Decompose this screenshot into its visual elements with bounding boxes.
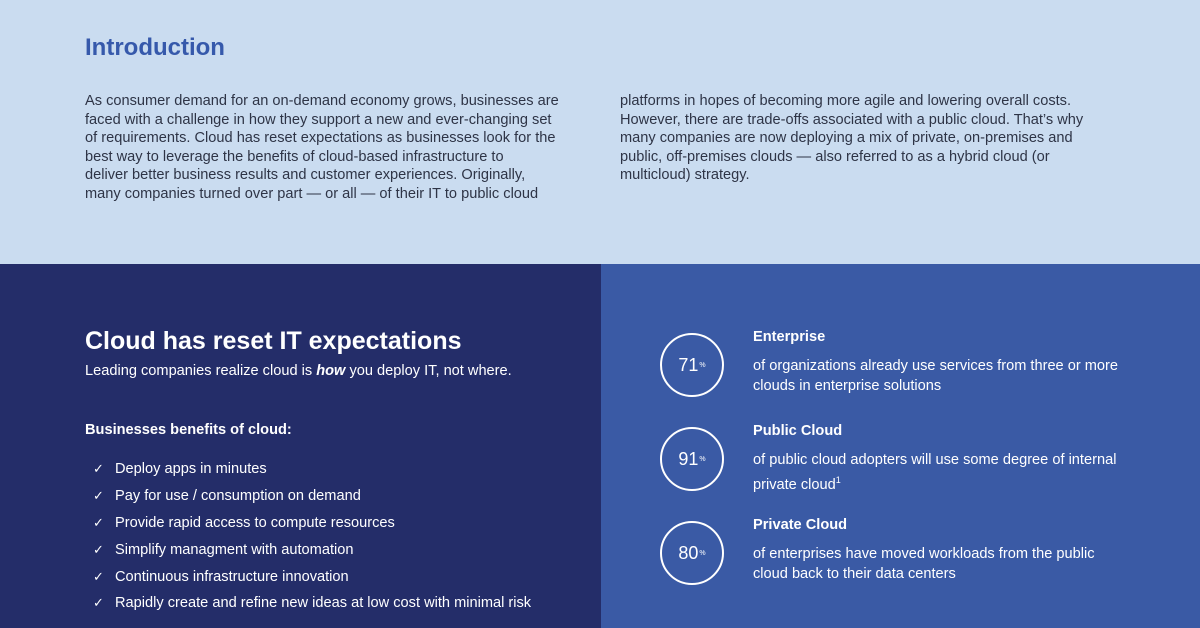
intro-column-right — [620, 92, 1120, 185]
benefit-item — [93, 563, 531, 590]
intro-line: deliver better business results and customer experiences. Originally, — [85, 167, 526, 184]
stat-description-text: of enterprises have moved workloads from the public cloud back to their data centers — [753, 546, 1095, 582]
panel-title: Cloud has reset IT expectations — [85, 327, 462, 355]
stat-title: Public Cloud — [753, 423, 843, 439]
benefit-item — [93, 510, 531, 537]
intro-line: However, there are trade-offs associated with a public cloud. That’s why — [620, 111, 1084, 128]
benefit-label: Provide rapid access to compute resources — [115, 514, 395, 531]
stat-circle — [660, 427, 724, 491]
stat-title: Enterprise — [753, 329, 826, 345]
intro-column-left — [85, 92, 585, 204]
benefit-item — [93, 456, 531, 483]
intro-line: multicloud) strategy. — [620, 167, 750, 184]
stat-value: 80 — [678, 542, 699, 563]
intro-line: best way to leverage the benefits of cloud-based infrastructure to — [85, 148, 504, 165]
panel-subtitle — [85, 363, 512, 379]
intro-line: public, off-premises clouds — also referred to as a hybrid cloud (or — [620, 148, 1050, 165]
checkmark-icon: ✓ — [93, 595, 104, 611]
stat-description-text: of public cloud adopters will use some degree of internal private cloud — [753, 452, 1117, 493]
percent-sign: % — [699, 549, 706, 557]
stat-circle — [660, 521, 724, 585]
stat-description — [753, 357, 1133, 396]
introduction-section — [0, 0, 1200, 264]
subtitle-text: you deploy IT, not where. — [345, 363, 512, 379]
benefit-label: Pay for use / consumption on demand — [115, 488, 361, 505]
checkmark-icon: ✓ — [93, 541, 104, 557]
benefit-item — [93, 536, 531, 563]
intro-line: faced with a challenge in how they support a new and ever-changing set — [85, 111, 552, 128]
stat-title: Private Cloud — [753, 517, 848, 533]
cloud-stats-panel — [601, 264, 1200, 628]
stat-circle — [660, 333, 724, 397]
benefit-label: Deploy apps in minutes — [115, 461, 267, 478]
benefit-item — [93, 483, 531, 510]
percent-sign: % — [699, 361, 706, 369]
benefits-list — [93, 456, 531, 617]
footnote-marker: 1 — [835, 474, 841, 485]
introduction-title: Introduction — [85, 34, 225, 61]
checkmark-icon: ✓ — [93, 461, 104, 477]
stat-private-cloud — [601, 517, 1200, 607]
benefits-heading: Businesses benefits of cloud: — [85, 422, 292, 438]
subtitle-emphasis: how — [316, 363, 346, 379]
checkmark-icon: ✓ — [93, 514, 104, 530]
checkmark-icon: ✓ — [93, 488, 104, 504]
stat-value: 91 — [678, 448, 699, 469]
stat-enterprise — [601, 329, 1200, 419]
intro-line: many companies are now deploying a mix of private, on-premises and — [620, 130, 1073, 147]
subtitle-text: Leading companies realize cloud is — [85, 363, 317, 379]
checkmark-icon: ✓ — [93, 568, 104, 584]
intro-line: platforms in hopes of becoming more agile and lowering overall costs. — [620, 93, 1072, 109]
cloud-expectations-panel — [0, 264, 601, 628]
percent-sign: % — [699, 455, 706, 463]
intro-line: many companies turned over part — or all — of their IT to public cloud — [85, 185, 539, 202]
intro-line: As consumer demand for an on-demand economy grows, businesses are — [85, 93, 559, 109]
stat-public-cloud — [601, 423, 1200, 513]
benefit-label: Simplify managment with automation — [115, 541, 354, 558]
stat-description — [753, 545, 1133, 584]
benefit-item — [93, 590, 531, 617]
stat-description-text: of organizations already use services from three or more clouds in enterprise solutions — [753, 358, 1119, 394]
benefit-label: Continuous infrastructure innovation — [115, 568, 349, 585]
intro-line: of requirements. Cloud has reset expectations as businesses look for the — [85, 130, 556, 147]
stat-value: 71 — [678, 354, 699, 375]
benefit-label: Rapidly create and refine new ideas at low cost with minimal risk — [115, 595, 532, 612]
stat-description — [753, 451, 1133, 495]
